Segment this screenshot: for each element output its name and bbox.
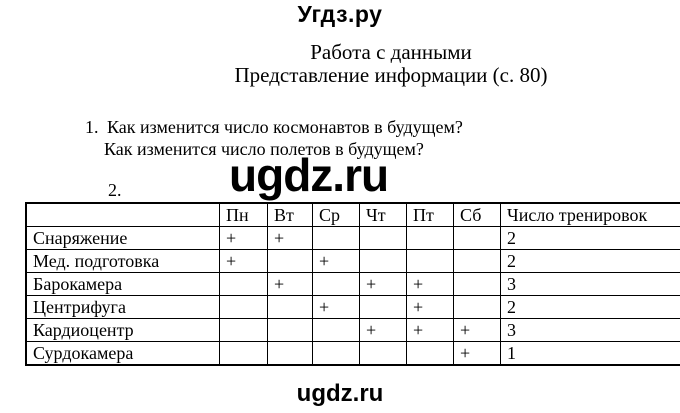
day-plus-mark-cell: +: [454, 342, 501, 366]
header-activity-cell: [26, 203, 220, 227]
day-plus-mark-cell: +: [268, 227, 313, 250]
day-plus-mark-cell: +: [407, 296, 454, 319]
activity-label-cell: Кардиоцентр: [26, 319, 220, 342]
day-empty-cell: [454, 273, 501, 296]
site-header-logo: Угдз.ру: [297, 1, 383, 27]
header-count-cell: Число тренировок: [501, 203, 680, 227]
day-empty-cell: [220, 319, 268, 342]
header-day-cell: Пн: [220, 203, 268, 227]
table-row: [26, 250, 680, 273]
activity-label-cell: Снаряжение: [26, 227, 220, 250]
day-empty-cell: [454, 296, 501, 319]
day-empty-cell: [313, 342, 360, 366]
section-titles: [231, 41, 551, 87]
activity-label-cell: Центрифуга: [26, 296, 220, 319]
watermark-logo: ugdz.ru: [229, 149, 389, 201]
day-empty-cell: [313, 273, 360, 296]
title-line-1: Работа с данными: [310, 40, 472, 64]
table-row: [26, 342, 680, 366]
day-empty-cell: [313, 319, 360, 342]
day-empty-cell: [220, 296, 268, 319]
day-plus-mark-cell: +: [360, 319, 407, 342]
table-header-row: [26, 203, 680, 227]
day-empty-cell: [454, 227, 501, 250]
day-empty-cell: [220, 273, 268, 296]
training-count-cell: 3: [501, 319, 680, 342]
day-plus-mark-cell: +: [454, 319, 501, 342]
table-row: [26, 296, 680, 319]
training-count-cell: 1: [501, 342, 680, 366]
day-empty-cell: [268, 296, 313, 319]
training-count-cell: 2: [501, 227, 680, 250]
day-empty-cell: [407, 227, 454, 250]
day-plus-mark-cell: +: [313, 296, 360, 319]
header-day-cell: Ср: [313, 203, 360, 227]
day-plus-mark-cell: +: [220, 227, 268, 250]
table-row: [26, 227, 680, 250]
training-count-cell: 3: [501, 273, 680, 296]
header-day-cell: Сб: [454, 203, 501, 227]
question-2-number: 2.: [108, 180, 122, 200]
question-1-number: 1.: [85, 117, 99, 137]
day-empty-cell: [407, 250, 454, 273]
day-empty-cell: [360, 227, 407, 250]
table-head: [26, 203, 680, 227]
day-plus-mark-cell: +: [407, 319, 454, 342]
day-empty-cell: [268, 342, 313, 366]
day-plus-mark-cell: +: [360, 273, 407, 296]
question-1-text-line-1: Как изменится число космонавтов в будущем?: [107, 117, 463, 137]
day-plus-mark-cell: +: [407, 273, 454, 296]
day-empty-cell: [407, 342, 454, 366]
title-line-2: Представление информации (с. 80): [234, 63, 548, 87]
table-row: [26, 273, 680, 296]
activity-label-cell: Сурдокамера: [26, 342, 220, 366]
day-empty-cell: [220, 342, 268, 366]
header-day-cell: Чт: [360, 203, 407, 227]
training-schedule-table: [25, 202, 680, 366]
table-row: [26, 319, 680, 342]
day-empty-cell: [360, 342, 407, 366]
day-empty-cell: [360, 296, 407, 319]
day-plus-mark-cell: +: [313, 250, 360, 273]
question-1-line-1: [85, 116, 463, 138]
day-empty-cell: [268, 319, 313, 342]
header-day-cell: Пт: [407, 203, 454, 227]
day-empty-cell: [313, 227, 360, 250]
day-empty-cell: [454, 250, 501, 273]
footer-logo: ugdz.ru: [296, 380, 384, 407]
table-body: [26, 227, 680, 366]
header-day-cell: Вт: [268, 203, 313, 227]
day-plus-mark-cell: +: [268, 273, 313, 296]
question-1-text-line-2: Как изменится число полетов в будущем?: [104, 139, 424, 159]
training-count-cell: 2: [501, 296, 680, 319]
day-plus-mark-cell: +: [220, 250, 268, 273]
training-count-cell: 2: [501, 250, 680, 273]
day-empty-cell: [360, 250, 407, 273]
activity-label-cell: Барокамера: [26, 273, 220, 296]
activity-label-cell: Мед. подготовка: [26, 250, 220, 273]
day-empty-cell: [268, 250, 313, 273]
